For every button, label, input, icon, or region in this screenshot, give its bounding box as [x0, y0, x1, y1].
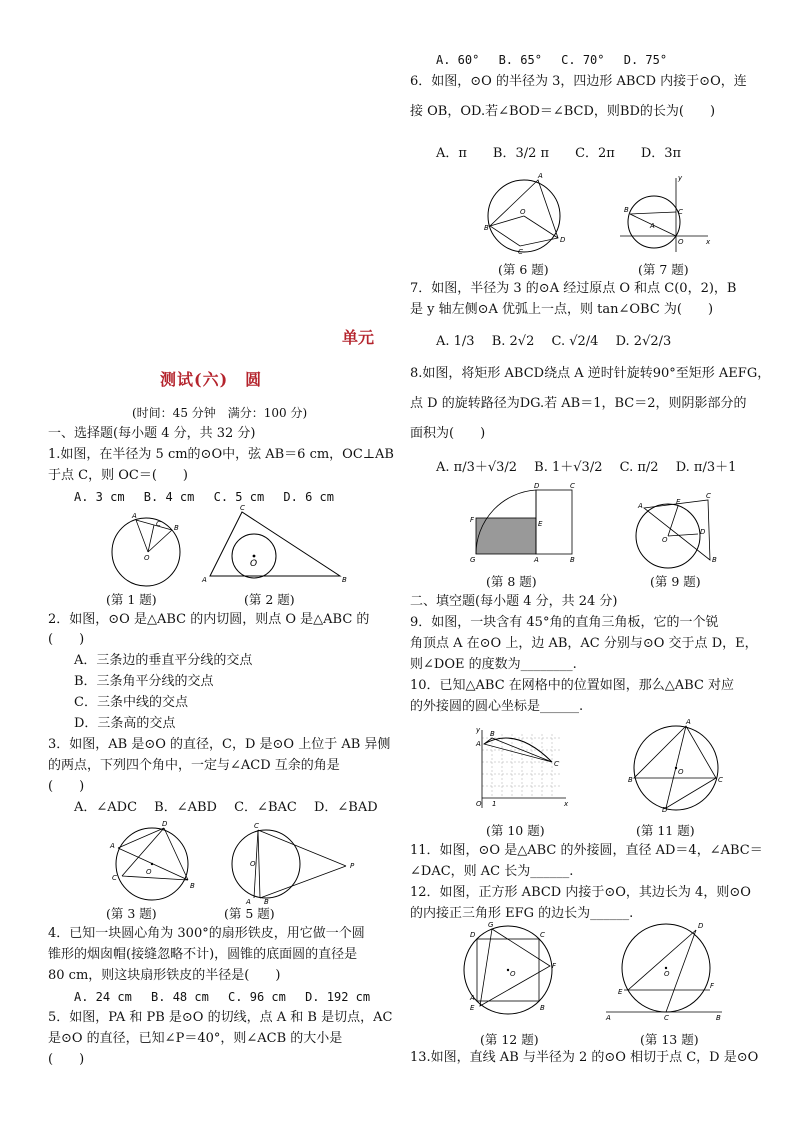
svg-text:B: B	[712, 556, 717, 564]
q12-line2: 的内接正三角形 EFG 的边长为______.	[410, 906, 634, 921]
svg-text:P: P	[350, 862, 355, 870]
svg-text:D: D	[560, 236, 566, 244]
svg-text:O: O	[476, 800, 482, 808]
svg-text:B: B	[484, 224, 489, 232]
figure-8	[470, 484, 580, 568]
q2-option-c: C．三条中线的交点	[74, 695, 188, 710]
svg-text:y: y	[678, 174, 683, 182]
svg-text:O: O	[144, 554, 150, 562]
svg-text:x: x	[706, 238, 711, 246]
q2-option-a: A．三条边的垂直平分线的交点	[74, 653, 253, 668]
q5-line3: ( )	[48, 1052, 85, 1067]
svg-text:C: C	[718, 776, 723, 784]
q3-line2: 的两点，下列四个角中，一定与∠ACD 互余的角是	[48, 758, 340, 773]
svg-text:C: C	[554, 760, 559, 768]
figure-13	[606, 920, 726, 1028]
q5-options: A. 60° B. 65° C. 70° D. 75°	[436, 53, 668, 67]
svg-text:C: C	[156, 520, 161, 528]
q7-line1: 7．如图，半径为 3 的⊙A 经过原点 O 和点 C(0，2)，B	[410, 281, 737, 296]
svg-text:A: A	[470, 994, 475, 1002]
q9-line1: 9．如图，一块含有 45°角的直角三角板，它的一个锐	[410, 615, 719, 630]
svg-text:G: G	[488, 921, 494, 929]
svg-text:C: C	[518, 248, 523, 256]
caption-fig-2: (第 2 题)	[244, 592, 295, 607]
svg-text:B: B	[174, 524, 179, 532]
test-title: 测试(六) 圆	[160, 370, 263, 389]
svg-text:F: F	[470, 516, 475, 524]
test-meta: (时间：45 分钟 满分：100 分)	[132, 406, 308, 420]
svg-text:F: F	[710, 982, 715, 990]
svg-text:C: C	[678, 208, 683, 216]
figure-3	[106, 818, 196, 908]
caption-fig-8: (第 8 题)	[486, 574, 537, 589]
caption-fig-1: (第 1 题)	[106, 592, 157, 607]
figure-12	[458, 920, 558, 1024]
svg-text:C: C	[240, 504, 245, 512]
q2-option-b: B．三条角平分线的交点	[74, 674, 214, 689]
q3-line3: ( )	[48, 779, 85, 794]
caption-fig-11: (第 11 题)	[636, 823, 695, 838]
q7-options: A. 1/3 B. 2√2 C. √2/4 D. 2√2/3	[436, 334, 672, 349]
q4-line3: 80 cm，则这块扇形铁皮的半径是( )	[48, 968, 281, 983]
q1-options: A. 3 cm B. 4 cm C. 5 cm D. 6 cm	[74, 490, 334, 504]
q8-line3: 面积为( )	[410, 426, 486, 441]
svg-text:O: O	[520, 208, 526, 216]
svg-text:B: B	[716, 1014, 721, 1022]
figure-7	[620, 176, 710, 260]
svg-text:E: E	[676, 498, 681, 506]
svg-text:D: D	[470, 931, 476, 939]
svg-text:A: A	[476, 740, 481, 748]
svg-text:B: B	[264, 898, 269, 906]
q10-line2: 的外接圆的圆心坐标是______.	[410, 699, 584, 714]
svg-text:E: E	[538, 520, 543, 528]
svg-text:B: B	[190, 882, 195, 890]
svg-text:C: C	[706, 492, 711, 500]
section-fill: 二、填空题(每小题 4 分，共 24 分)	[410, 594, 618, 609]
q1-line2: 于点 C，则 OC＝( )	[48, 468, 188, 483]
caption-fig-5: (第 5 题)	[224, 906, 275, 921]
svg-text:A: A	[606, 1014, 611, 1022]
q8-line1: 8.如图，将矩形 ABCD绕点 A 逆时针旋转90°至矩形 AEFG，	[410, 366, 771, 381]
svg-text:A: A	[538, 172, 543, 180]
q4-line2: 锥形的烟囱帽(接缝忽略不计)，圆锥的底面圆的直径是	[48, 947, 358, 962]
svg-text:B: B	[570, 556, 575, 564]
q6-line1: 6．如图，⊙O 的半径为 3，四边形 ABCD 内接于⊙O，连	[410, 74, 747, 89]
caption-fig-12: (第 12 题)	[480, 1032, 539, 1047]
svg-text:O: O	[146, 868, 152, 876]
q2-line1: 2．如图，⊙O 是△ABC 的内切圆，则点 O 是△ABC 的	[48, 612, 370, 627]
svg-text:A: A	[110, 842, 115, 850]
section-choice: 一、选择题(每小题 4 分，共 32 分)	[48, 426, 256, 441]
svg-text:B: B	[540, 1004, 545, 1012]
svg-text:O: O	[662, 536, 668, 544]
svg-text:B: B	[628, 776, 633, 784]
svg-text:O: O	[678, 768, 684, 776]
svg-text:O: O	[678, 238, 684, 246]
svg-text:D: D	[700, 528, 706, 536]
svg-text:O: O	[250, 559, 258, 569]
svg-text:O: O	[664, 970, 670, 978]
svg-text:D: D	[698, 922, 704, 930]
q8-line2: 点 D 的旋转路径为DG.若 AB＝1，BC＝2，则阴影部分的	[410, 396, 747, 411]
q4-options: A. 24 cm B. 48 cm C. 96 cm D. 192 cm	[74, 990, 371, 1004]
svg-text:A: A	[638, 502, 643, 510]
q3-options: A．∠ADC B．∠ABD C．∠BAC D．∠BAD	[74, 800, 378, 815]
svg-text:A: A	[202, 576, 207, 584]
q5-line2: 是⊙O 的直径，已知∠P＝40°，则∠ACB 的大小是	[48, 1031, 343, 1046]
caption-fig-6: (第 6 题)	[498, 262, 549, 277]
figure-2	[200, 504, 350, 588]
q6-line2: 接 OB，OD.若∠BOD＝∠BCD，则BD的长为( )	[410, 104, 716, 119]
svg-text:C: C	[540, 931, 545, 939]
q5-line1: 5．如图，PA 和 PB 是⊙O 的切线，点 A 和 B 是切点，AC	[48, 1010, 393, 1025]
caption-fig-9: (第 9 题)	[650, 574, 701, 589]
svg-text:D: D	[534, 482, 540, 490]
svg-text:1: 1	[492, 800, 497, 808]
svg-text:D: D	[162, 820, 168, 828]
svg-text:F: F	[552, 962, 557, 970]
caption-fig-13: (第 13 题)	[640, 1032, 699, 1047]
figure-10	[470, 728, 570, 816]
svg-text:A: A	[132, 512, 137, 520]
svg-text:A: A	[650, 222, 655, 230]
figure-5	[228, 822, 358, 910]
q4-line1: 4．已知一块圆心角为 300°的扇形铁皮，用它做一个圆	[48, 926, 365, 941]
q3-line1: 3．如图，AB 是⊙O 的直径，C，D 是⊙O 上位于 AB 异侧	[48, 737, 391, 752]
q2-line2: ( )	[48, 632, 85, 647]
figure-11	[624, 716, 724, 816]
svg-text:O: O	[510, 970, 516, 978]
caption-fig-7: (第 7 题)	[638, 262, 689, 277]
q2-option-d: D．三条高的交点	[74, 716, 176, 731]
q1-line1: 1.如图，在半径为 5 cm的⊙O中，弦 AB＝6 cm，OC⊥AB	[48, 447, 394, 462]
svg-text:A: A	[686, 718, 691, 726]
svg-text:C: C	[570, 482, 575, 490]
svg-text:A: A	[246, 898, 251, 906]
svg-text:B: B	[624, 206, 629, 214]
svg-text:O: O	[250, 860, 256, 868]
svg-text:C: C	[664, 1014, 669, 1022]
unit-label: 单元	[342, 328, 375, 347]
q9-line3: 则∠DOE 的度数为________.	[410, 657, 577, 672]
caption-fig-3: (第 3 题)	[106, 906, 157, 921]
q13-line1: 13.如图，直线 AB 与半径为 2 的⊙O 相切于点 C，D 是⊙O	[410, 1050, 759, 1065]
svg-text:x: x	[564, 800, 569, 808]
q9-line2: 角顶点 A 在⊙O 上，边 AB，AC 分别与⊙O 交于点 D，E，	[410, 636, 758, 651]
svg-text:C: C	[254, 822, 259, 830]
svg-text:G: G	[470, 556, 476, 564]
caption-fig-10: (第 10 题)	[486, 823, 545, 838]
q8-options: A. π/3＋√3/2 B. 1＋√3/2 C. π/2 D. π/3＋1	[436, 460, 737, 475]
svg-text:E: E	[470, 1004, 475, 1012]
figure-1	[108, 510, 188, 594]
q11-line1: 11．如图，⊙O 是△ABC 的外接圆，直径 AD＝4，∠ABC＝	[410, 843, 763, 858]
svg-text:B: B	[490, 730, 495, 738]
svg-text:D: D	[662, 806, 668, 814]
figure-9	[634, 492, 724, 576]
q10-line1: 10．已知△ABC 在网格中的位置如图，那么△ABC 对应	[410, 678, 735, 693]
svg-text:E: E	[618, 988, 623, 996]
q12-line1: 12．如图，正方形 ABCD 内接于⊙O，其边长为 4，则⊙O	[410, 885, 751, 900]
svg-text:A: A	[534, 556, 539, 564]
figure-6	[484, 172, 568, 260]
q11-line2: ∠DAC，则 AC 长为______.	[410, 864, 574, 879]
svg-text:C: C	[112, 874, 117, 882]
q6-options: A．π B．3/2 π C．2π D．3π	[436, 146, 682, 161]
svg-text:B: B	[342, 576, 347, 584]
q7-line2: 是 y 轴左侧⊙A 优弧上一点，则 tan∠OBC 为( )	[410, 302, 714, 317]
svg-text:y: y	[476, 726, 481, 734]
